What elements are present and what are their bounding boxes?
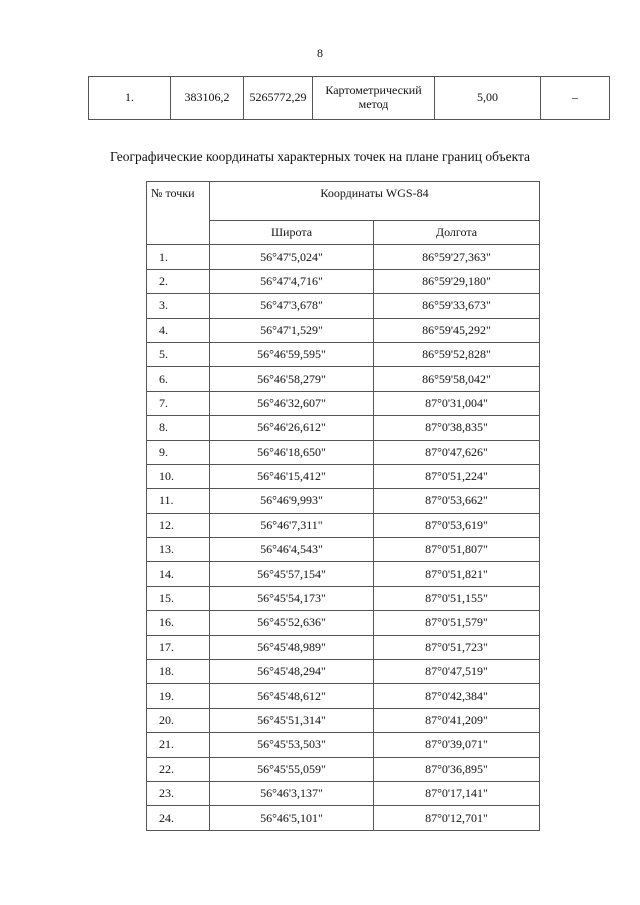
table-row (147, 416, 540, 440)
longitude-cell: 86°59'33,673" (374, 294, 540, 318)
x-coordinate-cell: 383106,2 (171, 77, 244, 120)
table-row (147, 489, 540, 513)
y-coordinate-cell: 5265772,29 (244, 77, 313, 120)
table-row (147, 513, 540, 537)
coordinates-table (146, 181, 540, 831)
point-number-cell: 23. (147, 781, 210, 805)
point-number-cell: 24. (147, 806, 210, 830)
point-number-cell: 13. (147, 538, 210, 562)
longitude-cell: 87°0'38,835" (374, 416, 540, 440)
table-title: Географические координаты характерных точек на плане границ объекта (109, 149, 531, 164)
longitude-cell: 87°0'51,723" (374, 635, 540, 659)
latitude-cell: 56°45'54,173" (210, 586, 374, 610)
latitude-cell: 56°45'51,314" (210, 708, 374, 732)
point-number-cell: 8. (147, 416, 210, 440)
point-number-cell: 14. (147, 562, 210, 586)
table-row (147, 684, 540, 708)
table-row (147, 635, 540, 659)
longitude-cell: 87°0'51,155" (374, 586, 540, 610)
longitude-cell: 87°0'42,384" (374, 684, 540, 708)
latitude-cell: 56°46'7,311" (210, 513, 374, 537)
latitude-cell: 56°47'4,716" (210, 269, 374, 293)
latitude-cell: 56°46'3,137" (210, 781, 374, 805)
extra-cell: – (541, 77, 610, 120)
table-row (147, 733, 540, 757)
point-number-cell: 4. (147, 318, 210, 342)
point-number-cell: 2. (147, 269, 210, 293)
latitude-cell: 56°45'48,989" (210, 635, 374, 659)
longitude-cell: 87°0'47,519" (374, 660, 540, 684)
table-row (147, 269, 540, 293)
latitude-cell: 56°45'57,154" (210, 562, 374, 586)
point-number-cell: 12. (147, 513, 210, 537)
latitude-cell: 56°45'48,294" (210, 660, 374, 684)
table-row (89, 77, 610, 120)
point-number-cell: 7. (147, 391, 210, 415)
page-number: 8 (317, 46, 323, 60)
longitude-cell: 87°0'51,224" (374, 464, 540, 488)
point-number-cell: 10. (147, 464, 210, 488)
latitude-cell: 56°47'3,678" (210, 294, 374, 318)
point-number-cell: 11. (147, 489, 210, 513)
point-number-cell: 22. (147, 757, 210, 781)
latitude-cell: 56°45'48,612" (210, 684, 374, 708)
longitude-cell: 87°0'51,807" (374, 538, 540, 562)
point-number-cell: 9. (147, 440, 210, 464)
header-point-number: № точки (147, 182, 210, 245)
latitude-cell: 56°46'18,650" (210, 440, 374, 464)
point-number-cell: 1. (147, 245, 210, 269)
latitude-cell: 56°47'1,529" (210, 318, 374, 342)
method-cell: Картометрический метод (313, 77, 435, 120)
header-coordinates: Координаты WGS-84 (210, 182, 540, 221)
table-row (147, 708, 540, 732)
latitude-cell: 56°46'5,101" (210, 806, 374, 830)
longitude-cell: 86°59'29,180" (374, 269, 540, 293)
latitude-cell: 56°45'53,503" (210, 733, 374, 757)
latitude-cell: 56°46'26,612" (210, 416, 374, 440)
point-number-cell: 1. (89, 77, 171, 120)
table-row (147, 660, 540, 684)
point-number-cell: 17. (147, 635, 210, 659)
header-longitude: Долгота (374, 221, 540, 245)
latitude-cell: 56°45'55,059" (210, 757, 374, 781)
longitude-cell: 86°59'58,042" (374, 367, 540, 391)
longitude-cell: 87°0'31,004" (374, 391, 540, 415)
longitude-cell: 87°0'53,619" (374, 513, 540, 537)
point-number-cell: 5. (147, 342, 210, 366)
point-number-cell: 6. (147, 367, 210, 391)
point-number-cell: 16. (147, 611, 210, 635)
point-number-cell: 3. (147, 294, 210, 318)
table-row (147, 538, 540, 562)
longitude-cell: 87°0'53,662" (374, 489, 540, 513)
longitude-cell: 86°59'52,828" (374, 342, 540, 366)
table-row (147, 342, 540, 366)
table-row (147, 391, 540, 415)
table-row (147, 562, 540, 586)
table-row (147, 245, 540, 269)
table-row (147, 611, 540, 635)
latitude-cell: 56°46'32,607" (210, 391, 374, 415)
latitude-cell: 56°46'9,993" (210, 489, 374, 513)
latitude-cell: 56°46'58,279" (210, 367, 374, 391)
longitude-cell: 87°0'12,701" (374, 806, 540, 830)
longitude-cell: 87°0'39,071" (374, 733, 540, 757)
table-row (147, 367, 540, 391)
latitude-cell: 56°46'4,543" (210, 538, 374, 562)
longitude-cell: 87°0'51,579" (374, 611, 540, 635)
point-number-cell: 20. (147, 708, 210, 732)
longitude-cell: 87°0'36,895" (374, 757, 540, 781)
point-number-cell: 18. (147, 660, 210, 684)
table-row (147, 294, 540, 318)
latitude-cell: 56°47'5,024" (210, 245, 374, 269)
point-number-cell: 19. (147, 684, 210, 708)
accuracy-cell: 5,00 (435, 77, 541, 120)
table-row (147, 806, 540, 830)
table-row (147, 440, 540, 464)
longitude-cell: 87°0'47,626" (374, 440, 540, 464)
table-row (147, 464, 540, 488)
continuation-table (88, 76, 610, 120)
table-header-row (147, 182, 540, 221)
longitude-cell: 86°59'27,363" (374, 245, 540, 269)
table-row (147, 781, 540, 805)
point-number-cell: 21. (147, 733, 210, 757)
latitude-cell: 56°45'52,636" (210, 611, 374, 635)
longitude-cell: 87°0'41,209" (374, 708, 540, 732)
latitude-cell: 56°46'59,595" (210, 342, 374, 366)
latitude-cell: 56°46'15,412" (210, 464, 374, 488)
table-row (147, 586, 540, 610)
table-row (147, 318, 540, 342)
header-latitude: Широта (210, 221, 374, 245)
longitude-cell: 87°0'17,141" (374, 781, 540, 805)
point-number-cell: 15. (147, 586, 210, 610)
longitude-cell: 87°0'51,821" (374, 562, 540, 586)
table-row (147, 757, 540, 781)
longitude-cell: 86°59'45,292" (374, 318, 540, 342)
